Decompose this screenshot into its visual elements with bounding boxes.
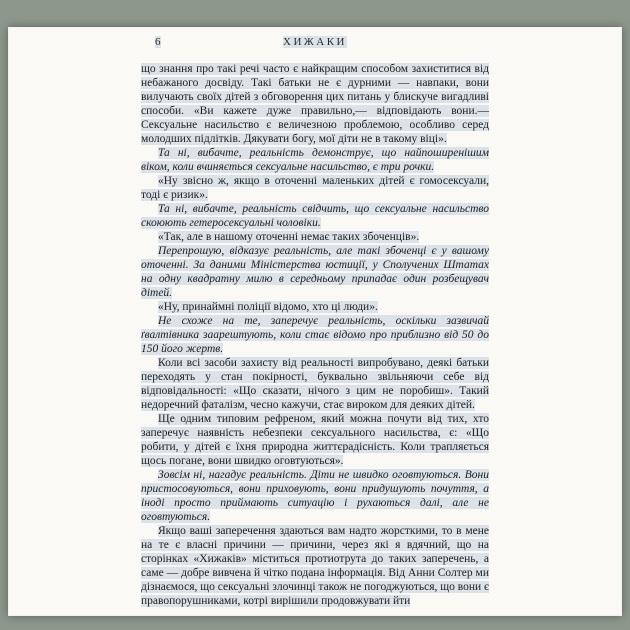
book-page <box>8 27 622 616</box>
page-body <box>141 62 489 608</box>
paragraph-text: Та ні, вибачте, реальність свідчить, що сексуальне насильство скоюють гетеросексуальні чоловіки. <box>141 203 489 229</box>
paragraph <box>141 62 489 146</box>
paragraph-text: Зовсім ні, нагадує реальність. Діти не швидко оговтуються. Вони пристосовуються, вони приховують, вони придушують почуття, а іноді просто приймають ситуацію і рухаються далі, але не оговтуються. <box>141 469 489 523</box>
paragraph <box>141 230 489 244</box>
paragraph <box>141 202 489 230</box>
paragraph-text: «Так, але в нашому оточенні немає таких збоченців». <box>158 231 420 243</box>
paragraph <box>141 468 489 524</box>
paragraph-text: Ще одним типовим рефреном, який можна почути від тих, хто заперечує наявність небезпеки сексуального насильства, є: «Що робити, у дітей є їхня природна життєрадісність. Коли трапляється щось погане, вони швидко оговтуються». <box>141 413 489 467</box>
paragraph <box>141 244 489 300</box>
paragraph-text: Не схоже на те, заперечує реальність, оскільки зазвичай ґвалтівника заарештують, коли стає відомо про приблизно від 50 до 150 його жертв. <box>141 315 489 355</box>
paragraph <box>141 412 489 468</box>
paragraph <box>141 174 489 202</box>
page-header <box>141 36 489 51</box>
paragraph-text: що знання про такі речі часто є найкращим способом захиститися від небажаного досвіду. Такі батьки не є дурними — навпаки, вони вилучають своїх дітей з обговорення цих питань у блискуче вигадливі способи. «Ви кажете дуже правильно,— відповідають вони.— Сексуальне насильство є величезною проблемою, особливо серед молодших підлітків. Дякувати богу, мої діти не в такому віці». <box>141 63 489 145</box>
paragraph <box>141 146 489 174</box>
paragraph-text: Якщо ваші заперечення здаються вам надто жорсткими, то в мене на те є власні причини — причини, через які я вдячний, що на сторінках «Хижаків» міститься протиотрута до таких заперечень, а саме — добре вивчена й чітко подана інформація. Від Анни Солтер ми дізнаємося, що сексуальні злочинці також не погоджуються, що вони є правопорушниками, котрі вирішили продовжувати йти <box>141 525 489 607</box>
paragraph-text: Та ні, вибачте, реальність демонструє, що найпоширенішим віком, коли вчиняється сексуальне насильство, є три рочки. <box>141 147 489 173</box>
paragraph-text: «Ну звісно ж, якщо в оточенні маленьких дітей є гомосексуали, тоді є ризик». <box>141 175 489 201</box>
paragraph-text: Перепрошую, відказує реальність, але такі збоченці є у вашому оточенні. За даними Міністерства юстиції, у Сполучених Штатах на одну квадратну милю в середньому припадає один розбещувач дітей. <box>141 245 489 299</box>
paragraph <box>141 314 489 356</box>
paragraph <box>141 300 489 314</box>
running-head: ХИЖАКИ <box>283 36 347 48</box>
paragraph <box>141 356 489 412</box>
text-column <box>141 36 489 608</box>
paragraph-text: «Ну, принаймні поліції відомо, хто ці люди». <box>158 301 378 313</box>
page-number: 6 <box>155 36 161 48</box>
paragraph <box>141 524 489 608</box>
paragraph-text: Коли всі засоби захисту від реальності випробувано, деякі батьки переходять у стан покірності, буквально звільняючи себе від відповідальності: «Що сказати, нічого з цим не поробиш». Такий недоречний фаталізм, чесно кажучи, стає вироком для деяких дітей. <box>141 357 489 411</box>
